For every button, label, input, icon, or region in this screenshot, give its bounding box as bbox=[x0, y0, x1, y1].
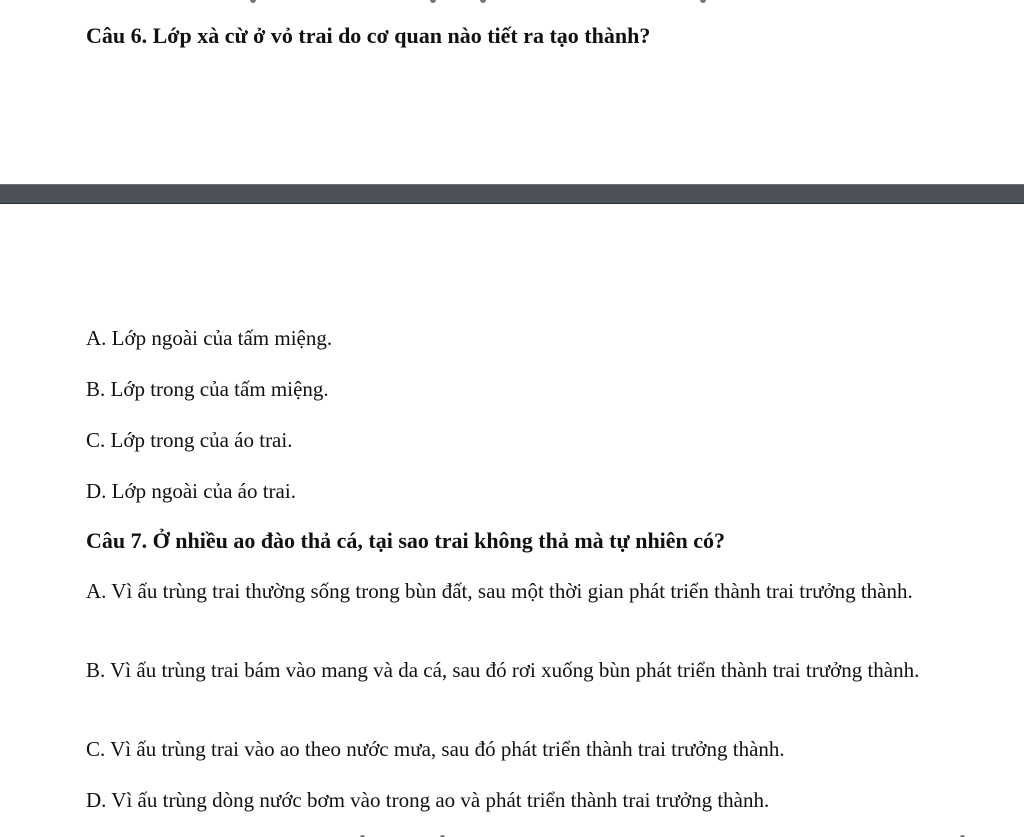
question-7-title: Câu 7. Ở nhiều ao đào thả cá, tại sao trai không thả mà tự nhiên có? bbox=[86, 528, 726, 553]
question-7-option-b: B. Vì ấu trùng trai bám vào mang và da cá, sau đó rơi xuống bùn phát triển thành trai trưởng thành. bbox=[86, 658, 920, 682]
question-7-option-d: D. Vì ấu trùng dòng nước bơm vào trong ao và phát triển thành trai trưởng thành. bbox=[86, 788, 770, 812]
question-6-title: Câu 6. Lớp xà cừ ở vỏ trai do cơ quan nào tiết ra tạo thành? bbox=[86, 23, 651, 48]
question-7-option-a: A. Vì ấu trùng trai thường sống trong bùn đất, sau một thời gian phát triển thành trai trưởng thành. bbox=[86, 579, 913, 603]
question-6-option-c: C. Lớp trong của áo trai. bbox=[86, 428, 293, 452]
question-6-option-b: B. Lớp trong của tấm miệng. bbox=[86, 377, 329, 401]
question-7-option-c: C. Vì ấu trùng trai vào ao theo nước mưa, sau đó phát triển thành trai trưởng thành. bbox=[86, 737, 785, 761]
question-6-option-a: A. Lớp ngoài của tấm miệng. bbox=[86, 326, 333, 350]
cropped-text-fragment-top bbox=[180, 0, 840, 6]
question-6-option-d: D. Lớp ngoài của áo trai. bbox=[86, 479, 296, 503]
overlay-divider-bar bbox=[0, 184, 1024, 204]
cropped-text-fragment-bottom bbox=[340, 832, 1000, 837]
